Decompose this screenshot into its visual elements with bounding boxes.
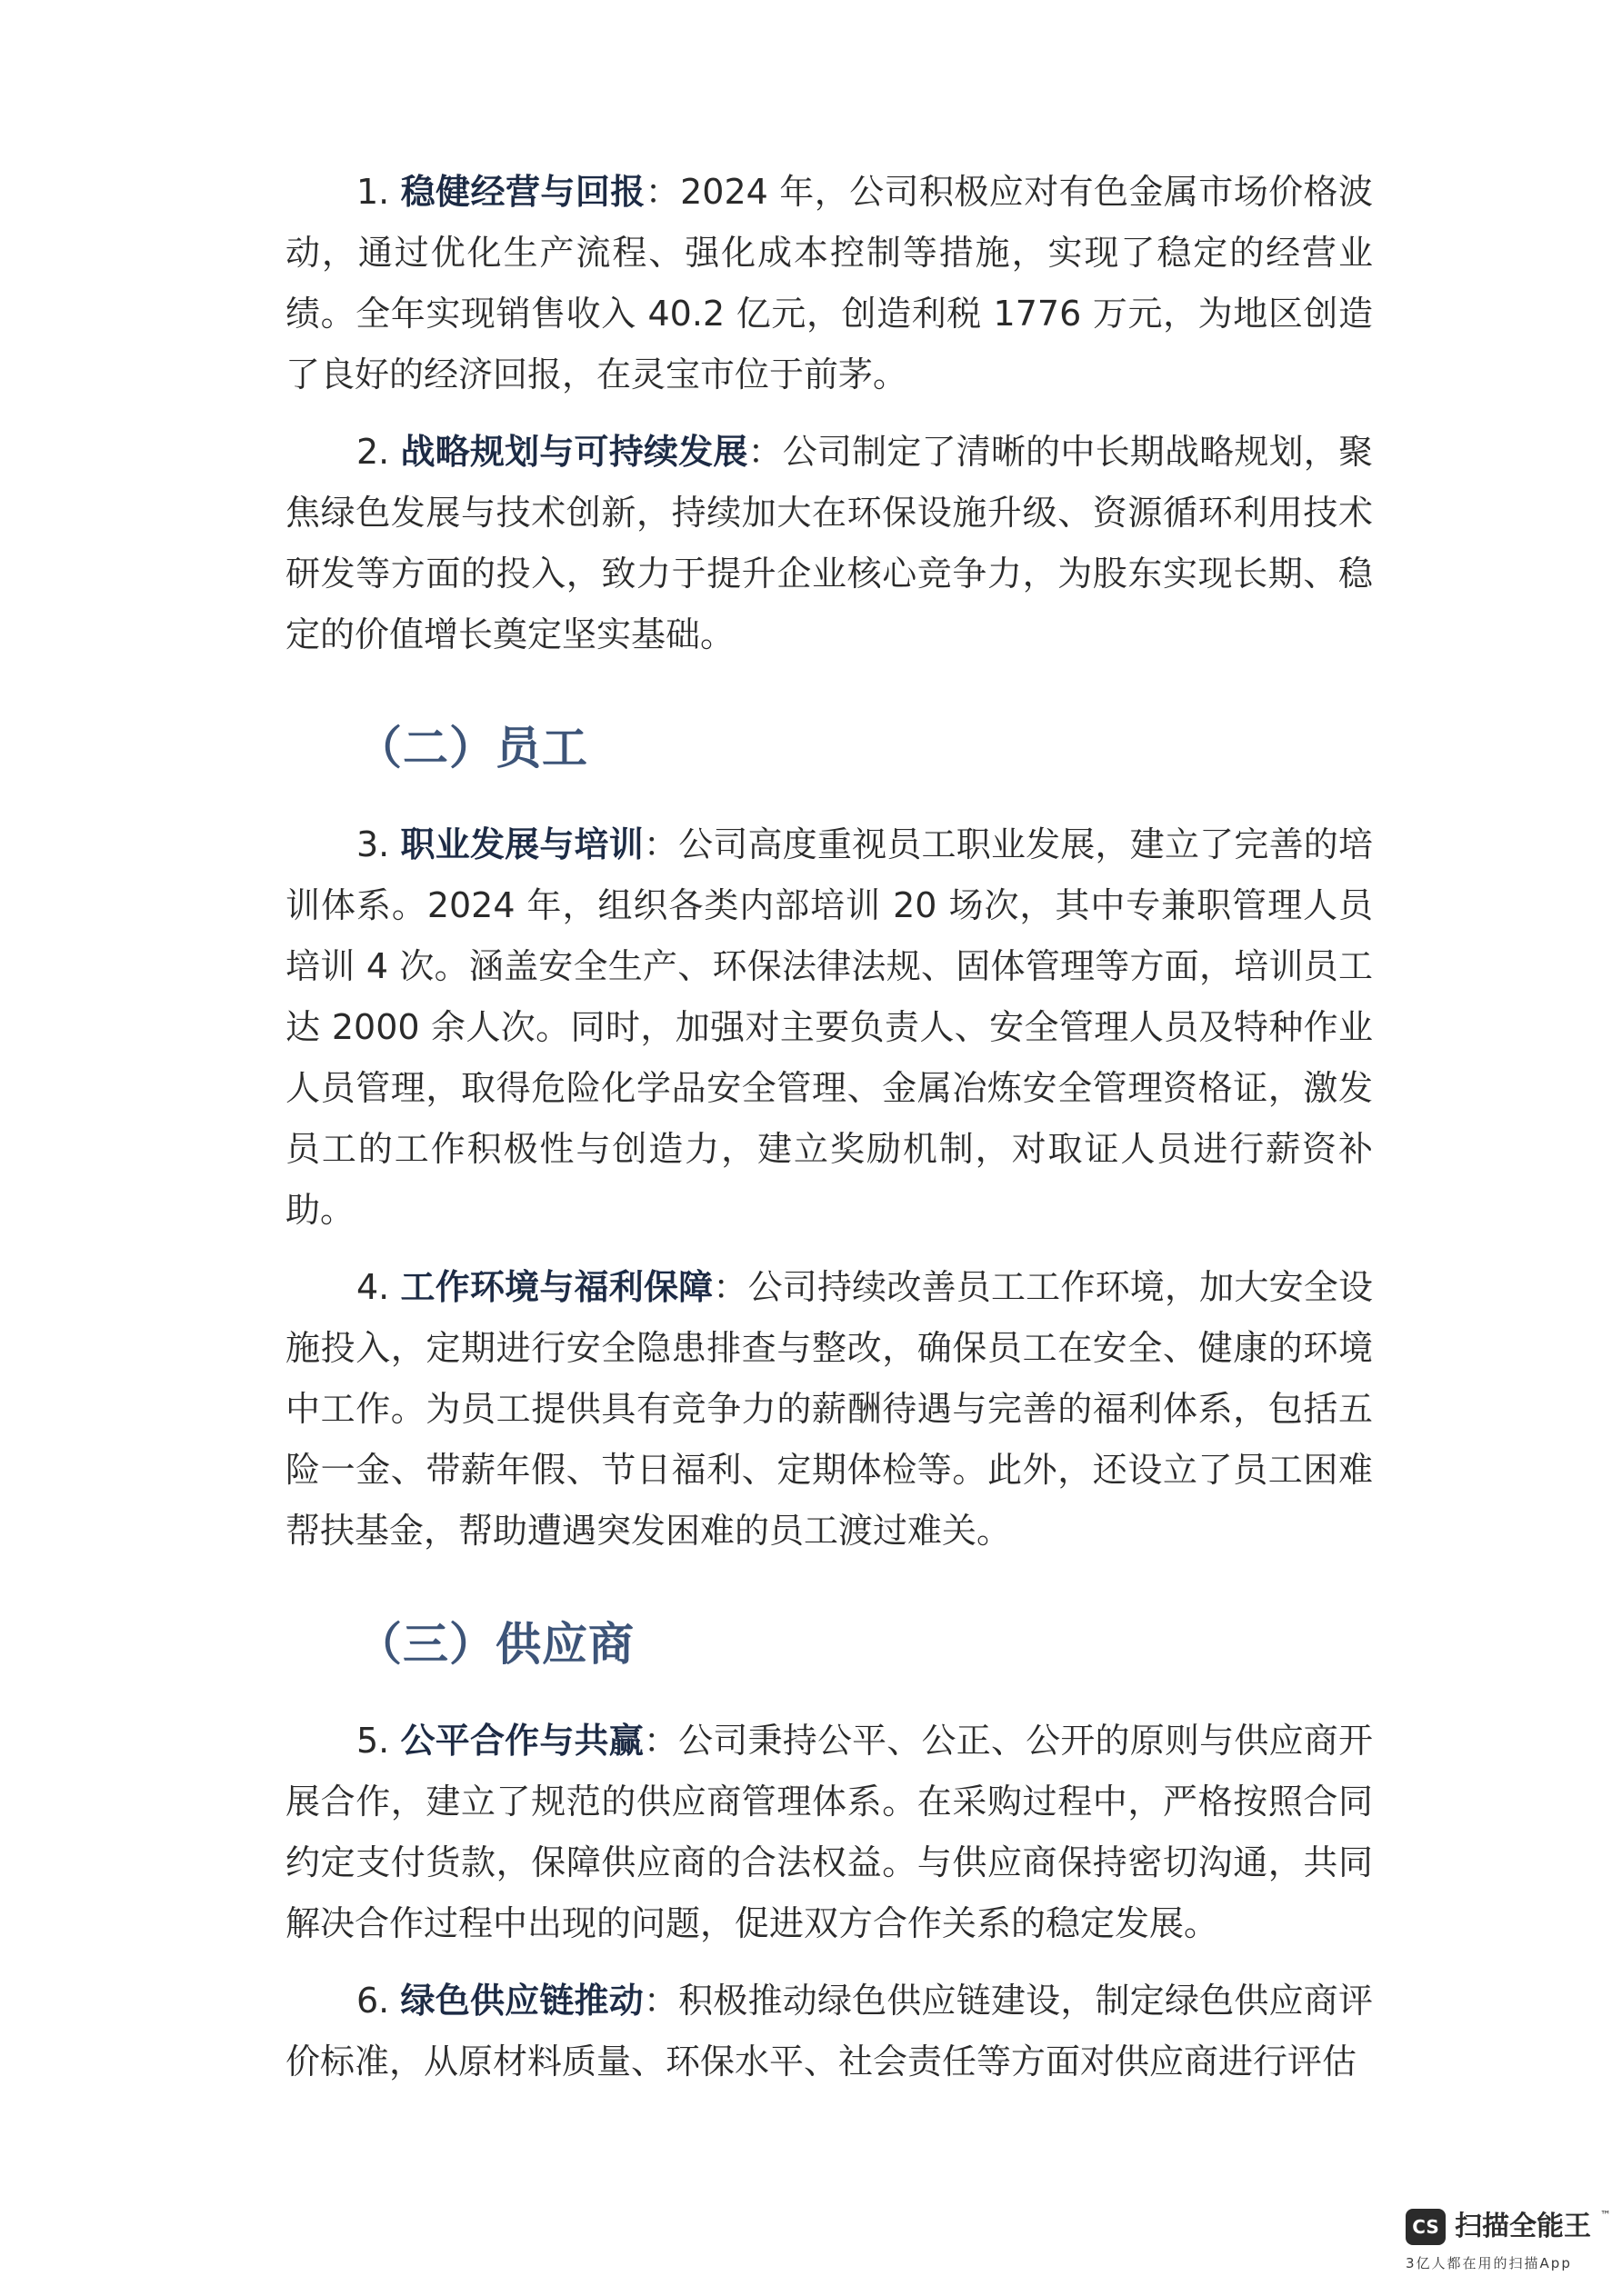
section-heading-employees: （二）员工 (356, 722, 588, 774)
item-separator: ： (643, 1721, 679, 1761)
watermark-app-name: 扫描全能王 (1455, 2211, 1591, 2242)
document-content (285, 162, 1373, 2109)
item-separator: ： (643, 824, 679, 864)
item-body: 积极推动绿色供应链建设，制定绿色供应商评价标准，从原材料质量、环保水平、社会责任等方面对供应商进行评估 (285, 1981, 1373, 2081)
watermark-trademark: ™ (1600, 2209, 1611, 2221)
scanner-watermark (1406, 2209, 1615, 2281)
paragraph-item-6 (285, 1971, 1373, 2092)
item-number: 5. (356, 1721, 401, 1761)
paragraph-item-5 (285, 1711, 1373, 1954)
item-title: 公平合作与共赢 (400, 1721, 644, 1761)
paragraph-item-2 (285, 422, 1373, 665)
watermark-slogan: 3亿人都在用的扫描App (1406, 2255, 1572, 2271)
item-separator: ： (747, 432, 783, 472)
item-number: 2. (356, 432, 401, 472)
item-body: 公司持续改善员工工作环境，加大安全设施投入，定期进行安全隐患排查与整改，确保员工在安全、健康的环境中工作。为员工提供具有竞争力的薪酬待遇与完善的福利体系，包括五险一金、带薪年假、节日福利、定期体检等。此外，还设立了员工困难帮扶基金，帮助遭遇突发困难的员工渡过难关。 (285, 1267, 1373, 1551)
item-title: 稳健经营与回报 (400, 172, 646, 212)
item-number: 4. (356, 1267, 401, 1307)
item-separator: ： (713, 1267, 748, 1307)
item-separator: ： (645, 172, 681, 212)
paragraph-item-4 (285, 1257, 1373, 1562)
item-title: 战略规划与可持续发展 (400, 432, 748, 472)
paragraph-item-1 (285, 162, 1373, 405)
item-separator: ： (643, 1981, 679, 2021)
item-number: 1. (356, 172, 401, 212)
camscanner-logo-icon: CS (1406, 2209, 1446, 2245)
item-body: 公司制定了清晰的中长期战略规划，聚焦绿色发展与技术创新，持续加大在环保设施升级、资源循环利用技术研发等方面的投入，致力于提升企业核心竞争力，为股东实现长期、稳定的价值增长奠定坚实基础。 (285, 432, 1373, 654)
item-number: 3. (356, 824, 401, 864)
item-title: 职业发展与培训 (400, 824, 644, 864)
item-body: 公司高度重视员工职业发展，建立了完善的培训体系。2024 年，组织各类内部培训 20 场次，其中专兼职管理人员培训 4 次。涵盖安全生产、环保法律法规、固体管理等方面，培训员工达 2000 余人次。同时，加强对主要负责人、安全管理人员及特种作业人员管理，取得危险化学品安全管理、金属冶炼安全管理资格证，激发员工的工作积极性与创造力，建立奖励机制，对取证人员进行薪资补助。 (285, 824, 1373, 1230)
item-body: 公司秉持公平、公正、公开的原则与供应商开展合作，建立了规范的供应商管理体系。在采购过程中，严格按照合同约定支付货款，保障供应商的合法权益。与供应商保持密切沟通，共同解决合作过程中出现的问题，促进双方合作关系的稳定发展。 (285, 1721, 1373, 1943)
section-heading-suppliers: （三）供应商 (356, 1618, 635, 1671)
item-title: 工作环境与福利保障 (400, 1267, 714, 1307)
item-number: 6. (356, 1981, 401, 2021)
item-title: 绿色供应链推动 (400, 1981, 644, 2021)
paragraph-item-3 (285, 814, 1373, 1241)
item-body: 2024 年，公司积极应对有色金属市场价格波动，通过优化生产流程、强化成本控制等措施，实现了稳定的经营业绩。全年实现销售收入 40.2 亿元，创造利税 1776 万元，为地区创造了良好的经济回报，在灵宝市位于前茅。 (285, 172, 1373, 394)
